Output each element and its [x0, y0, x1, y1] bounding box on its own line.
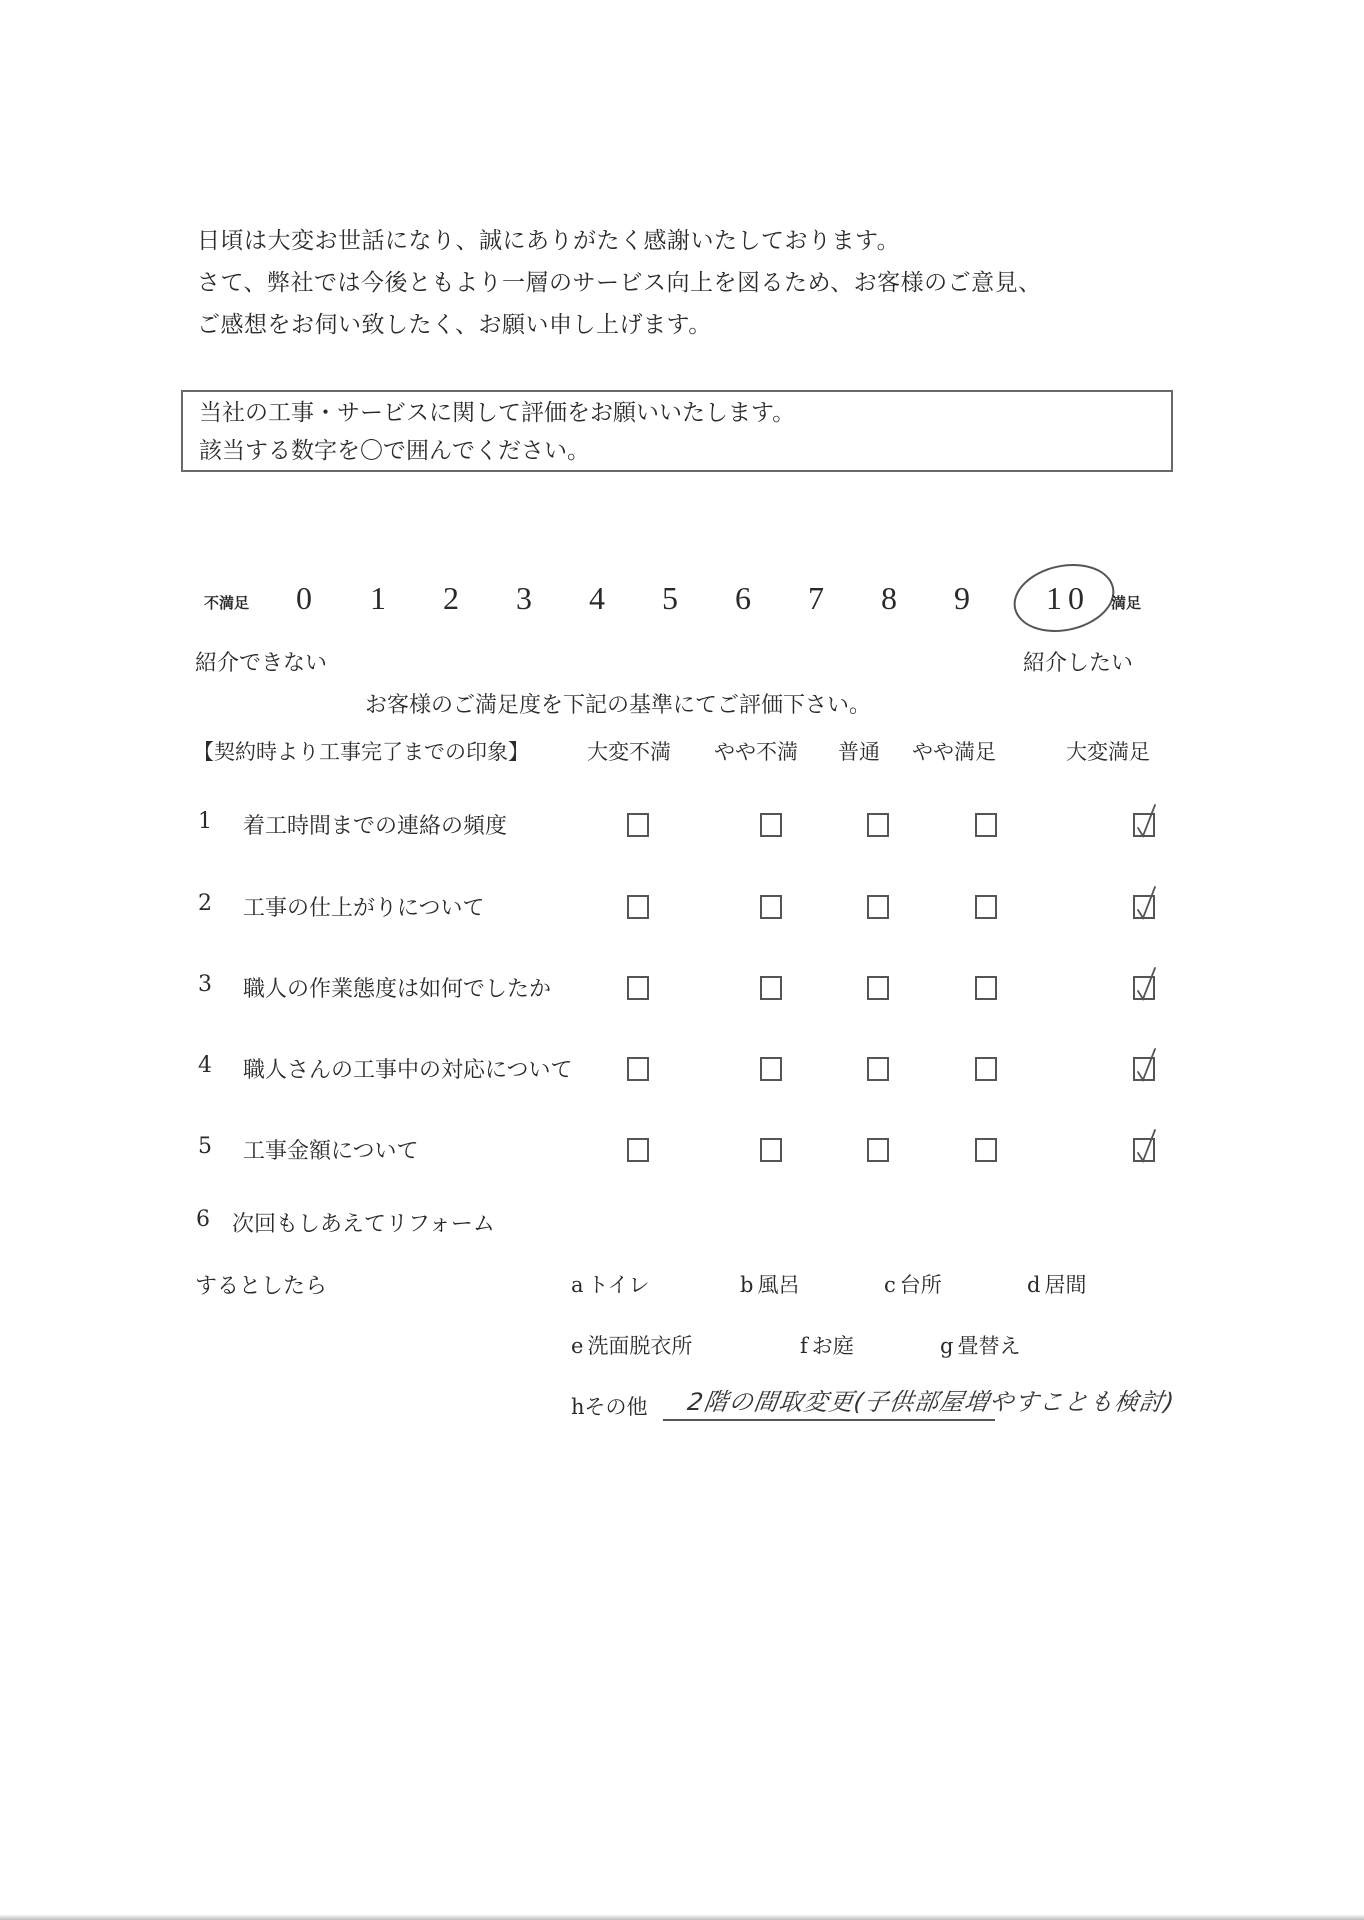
- scale-number-3[interactable]: 3: [516, 580, 532, 616]
- rating-checkbox[interactable]: [1133, 895, 1155, 919]
- column-header-3: 普通: [838, 740, 880, 764]
- rating-checkbox[interactable]: [627, 976, 649, 1000]
- scale-number-9[interactable]: 9: [954, 580, 970, 616]
- row-label: 工事の仕上がりについて: [243, 896, 485, 921]
- rating-checkbox[interactable]: [1133, 1138, 1155, 1162]
- option-letter: c: [884, 1273, 896, 1297]
- other-handwritten-answer[interactable]: 2階の間取変更(子供部屋増やすことも検討): [685, 1388, 1177, 1416]
- instruction-line-2: 該当する数字を〇で囲んでください。: [199, 438, 590, 464]
- row-label: 着工時間までの連絡の頻度: [243, 814, 508, 839]
- row-number: 3: [198, 972, 212, 997]
- scale-left-caption: 紹介できない: [195, 651, 328, 676]
- rating-checkbox[interactable]: [627, 1138, 649, 1162]
- rating-checkbox[interactable]: [975, 813, 997, 837]
- option-a[interactable]: [571, 1269, 649, 1299]
- option-letter: b: [740, 1273, 754, 1297]
- scale-number-8[interactable]: 8: [881, 580, 897, 616]
- rating-checkbox[interactable]: [627, 813, 649, 837]
- option-letter: f: [800, 1334, 808, 1358]
- q6-question-line-2: するとしたら: [195, 1274, 328, 1299]
- option-b[interactable]: [740, 1269, 799, 1299]
- row-label: 工事金額について: [243, 1139, 419, 1164]
- rating-checkbox[interactable]: [975, 895, 997, 919]
- option-label: トイレ: [587, 1273, 650, 1297]
- row-number: 1: [198, 809, 212, 834]
- option-label: 風呂: [757, 1273, 800, 1297]
- option-e[interactable]: [571, 1330, 692, 1360]
- rating-checkbox[interactable]: [1133, 976, 1155, 1000]
- rating-checkbox[interactable]: [627, 1057, 649, 1081]
- option-other-label: その他: [584, 1395, 648, 1419]
- option-letter: d: [1027, 1273, 1041, 1297]
- row-label: 職人さんの工事中の対応について: [243, 1058, 573, 1083]
- option-label: 畳替え: [957, 1334, 1021, 1358]
- scale-number-2[interactable]: 2: [443, 580, 459, 616]
- q6-question-line-1: 次回もしあえてリフォーム: [232, 1212, 495, 1237]
- rating-checkbox[interactable]: [975, 1138, 997, 1162]
- check-icon: [1133, 883, 1159, 923]
- row-label: 職人の作業態度は如何でしたか: [243, 977, 552, 1002]
- option-label: 洗面脱衣所: [587, 1334, 693, 1358]
- scale-number-1[interactable]: 1: [370, 580, 386, 616]
- rating-checkbox[interactable]: [867, 895, 889, 919]
- q6-number: 6: [196, 1207, 210, 1232]
- scale-right-label: 満足: [1111, 594, 1142, 612]
- rating-checkbox[interactable]: [1133, 813, 1155, 837]
- scale-number-7[interactable]: 7: [808, 580, 824, 616]
- rating-checkbox[interactable]: [867, 813, 889, 837]
- row-number: 2: [198, 891, 212, 916]
- rating-heading: お客様のご満足度を下記の基準にてご評価下さい。: [365, 693, 872, 718]
- intro-line-1: 日頃は大変お世話になり、誠にありがたく感謝いたしております。: [197, 228, 901, 254]
- check-icon: [1133, 801, 1159, 841]
- intro-line-3: ご感想をお伺い致したく、お願い申し上げます。: [197, 312, 712, 338]
- row-number: 4: [198, 1053, 212, 1078]
- rating-checkbox[interactable]: [867, 1057, 889, 1081]
- row-number: 5: [198, 1134, 212, 1159]
- rating-checkbox[interactable]: [867, 1138, 889, 1162]
- option-label: 居間: [1044, 1273, 1087, 1297]
- option-label: お庭: [811, 1334, 854, 1358]
- option-d[interactable]: [1027, 1269, 1086, 1299]
- rating-checkbox[interactable]: [760, 895, 782, 919]
- rating-checkbox[interactable]: [760, 976, 782, 1000]
- scale-right-caption: 紹介したい: [1023, 651, 1134, 676]
- rating-checkbox[interactable]: [1133, 1057, 1155, 1081]
- rating-checkbox[interactable]: [627, 895, 649, 919]
- option-f[interactable]: [800, 1330, 854, 1360]
- scale-left-label: 不満足: [204, 594, 250, 612]
- rating-checkbox[interactable]: [975, 1057, 997, 1081]
- section-label: 【契約時より工事完了までの印象】: [193, 740, 529, 764]
- rating-checkbox[interactable]: [760, 1138, 782, 1162]
- column-header-4: やや満足: [912, 740, 996, 764]
- option-c[interactable]: [884, 1269, 942, 1299]
- rating-checkbox[interactable]: [975, 976, 997, 1000]
- option-letter: a: [571, 1273, 584, 1297]
- option-other-letter: h: [571, 1395, 585, 1419]
- scan-bottom-edge: [0, 1915, 1364, 1920]
- other-answer-underline: [663, 1419, 995, 1421]
- check-icon: [1133, 1126, 1159, 1166]
- check-icon: [1133, 1045, 1159, 1085]
- instruction-box: [181, 390, 1173, 472]
- option-letter: e: [571, 1334, 584, 1358]
- column-header-5: 大変満足: [1066, 740, 1150, 764]
- rating-checkbox[interactable]: [760, 813, 782, 837]
- selected-score-circle: [1007, 555, 1120, 641]
- option-other[interactable]: [571, 1391, 648, 1421]
- scale-number-5[interactable]: 5: [662, 580, 678, 616]
- scale-number-0[interactable]: 0: [296, 580, 312, 616]
- option-label: 台所: [899, 1273, 942, 1297]
- instruction-line-1: 当社の工事・サービスに関して評価をお願いいたします。: [199, 400, 796, 426]
- scale-number-10[interactable]: 10: [1046, 580, 1090, 616]
- scale-number-6[interactable]: 6: [735, 580, 751, 616]
- rating-checkbox[interactable]: [760, 1057, 782, 1081]
- column-header-2: やや不満: [714, 740, 798, 764]
- intro-line-2: さて、弊社では今後ともより一層のサービス向上を図るため、お客様のご意見、: [197, 270, 1042, 296]
- scale-number-4[interactable]: 4: [589, 580, 605, 616]
- option-g[interactable]: [940, 1330, 1020, 1360]
- option-letter: g: [940, 1334, 954, 1358]
- column-header-1: 大変不満: [587, 740, 671, 764]
- check-icon: [1133, 964, 1159, 1004]
- rating-checkbox[interactable]: [867, 976, 889, 1000]
